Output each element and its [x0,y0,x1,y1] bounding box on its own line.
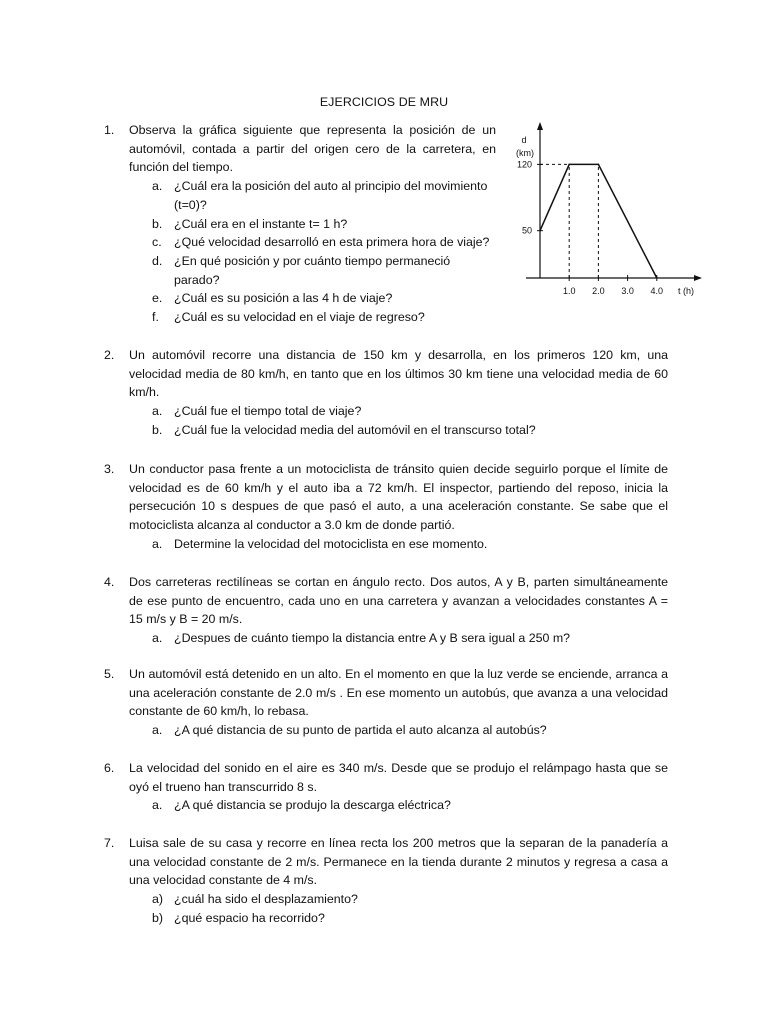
question-2 [104,346,668,440]
subitem-list [104,629,668,648]
subitem [104,796,668,815]
question-text: Un automóvil recorre una distancia de 150 km y desarrolla, en los primeros 120 km, una velocidad media de 80 km/h, en tanto que en los últimos 30 km tiene una velocidad media de 60 km/h. [129,348,668,400]
subitem-label: b. [152,422,163,437]
subitem-label: a. [152,631,163,646]
subitem-text: Determine la velocidad del motociclista en ese momento. [174,536,488,551]
subitem [104,890,668,909]
subitem-text: ¿A qué distancia de su punto de partida el auto alcanza al autobús? [174,723,547,738]
subitem-text: ¿A qué distancia se produjo la descarga eléctrica? [174,798,451,813]
question-5 [104,665,668,740]
question-7 [104,834,668,928]
subitem-text: ¿Despues de cuánto tiempo la distancia entre A y B sera igual a 250 m? [174,631,571,646]
subitem-label: a. [152,179,163,194]
question-6 [104,759,668,815]
subitem [104,177,496,214]
data-point [598,164,600,166]
subitem [104,535,668,554]
subitem [104,289,496,308]
question-text: Dos carreteras rectilíneas se cortan en ángulo recto. Dos autos, A y B, parten simultáneamente de ese punto de encuentro, cada uno en una carretera y avanzan a velocidades constantes A = 15 m/s y B = 20 m/s. [129,575,668,627]
subitem-label: a) [152,892,164,907]
subitem-label: b) [152,910,164,925]
question-4 [104,573,668,648]
data-point [656,277,658,279]
data-point [568,164,570,166]
subitem-text: ¿Cuál fue el tiempo total de viaje? [174,404,362,419]
subitem [104,402,668,421]
question-number: 4. [104,575,115,589]
subitem-text: ¿En qué posición y por cuánto tiempo permaneció parado? [174,253,451,287]
subitem-text: ¿Cuál era en el instante t= 1 h? [174,216,348,231]
subitem-text: ¿qué espacio ha recorrido? [174,910,325,925]
subitem [104,421,668,440]
subitem-label: a. [152,536,163,551]
subitem-list [104,535,668,554]
x-tick-label: 2.0 [592,286,605,296]
subitem-text: ¿Cuál es su velocidad en el viaje de regreso? [174,310,425,325]
subitem-list [104,402,668,439]
x-tick-label: 3.0 [621,286,634,296]
subitem-label: c. [152,235,162,250]
subitem-label: a. [152,723,163,738]
x-tick-label: 4.0 [650,286,664,296]
question-3 [104,460,668,554]
subitem [104,233,496,252]
subitem-label: f. [152,310,159,325]
subitem-label: a. [152,404,163,419]
question-text: La velocidad del sonido en el aire es 340 m/s. Desde que se produjo el relámpago hasta que se oyó el trueno han transcurrido 8 s. [129,761,668,794]
subitem-text: ¿Cuál es su posición a las 4 h de viaje? [174,291,393,306]
question-text: Observa la gráfica siguiente que representa la posición de un automóvil, contada a partir del origen cero de la carretera, en función del tiempo. [129,123,496,175]
data-point [539,230,541,232]
subitem-list [104,721,668,740]
question-number: 7. [104,836,115,850]
subitem [104,252,496,289]
page-title: EJERCICIOS DE MRU [319,95,449,109]
subitem-label: b. [152,216,163,231]
y-axis-arrow [537,122,543,130]
x-axis-arrow [694,275,702,281]
y-axis-label-unit: (km) [516,148,534,158]
subitem-list [104,177,496,327]
subitem [104,629,668,648]
question-1 [104,121,496,327]
subitem-label: d. [152,253,163,268]
x-axis-label: t (h) [677,286,695,296]
subitem [104,721,668,740]
question-number: 1. [104,123,115,137]
subitem [104,215,496,234]
x-tick-label: 1.0 [562,286,576,296]
subitem [104,308,496,327]
subitem-label: a. [152,798,163,813]
y-axis-label-symbol: d [521,135,527,145]
subitem-label: e. [152,291,163,306]
question-text: Un conductor pasa frente a un motociclista de tránsito quien decide seguirlo porque el límite de velocidad es de 60 km/h y el auto iba a 72 km/h. El inspector, partiendo del reposo, inicia la persecución 10 s despues de que pasó el auto, a una aceleración constante. Se sabe que el motociclista alcanza al conductor a 3.0 km de donde partió. [129,462,668,533]
y-tick-label: 50 [521,225,532,236]
subitem-text: ¿Cuál fue la velocidad media del automóvil en el transcurso total? [174,422,536,437]
question-number: 5. [104,667,115,681]
subitem-text: ¿Cuál era la posición del auto al principio del movimiento (t=0)? [174,179,488,212]
question-number: 6. [104,761,115,775]
question-number: 2. [104,348,115,362]
position-time-graph [508,118,708,300]
question-number: 3. [104,462,115,476]
y-tick-label: 120 [516,159,532,170]
subitem-list [104,796,668,815]
question-text: Un automóvil está detenido en un alto. En el momento en que la luz verde se enciende, arranca a una aceleración constante de 2.0 m/s . En ese momento un autobús, que avanza a una velocidad constante de 60 km/h, lo rebasa. [129,667,668,719]
subitem-text: ¿cuál ha sido el desplazamiento? [174,892,358,907]
question-text: Luisa sale de su casa y recorre en línea recta los 200 metros que la separan de la panadería a una velocidad constante de 2 m/s. Permanece en la tienda durante 2 minutos y regresa a casa a una velocidad constante de 4 m/s. [129,836,668,888]
subitem-text: ¿Qué velocidad desarrolló en esta primera hora de viaje? [174,235,490,250]
subitem [104,909,668,928]
subitem-list [104,890,668,927]
